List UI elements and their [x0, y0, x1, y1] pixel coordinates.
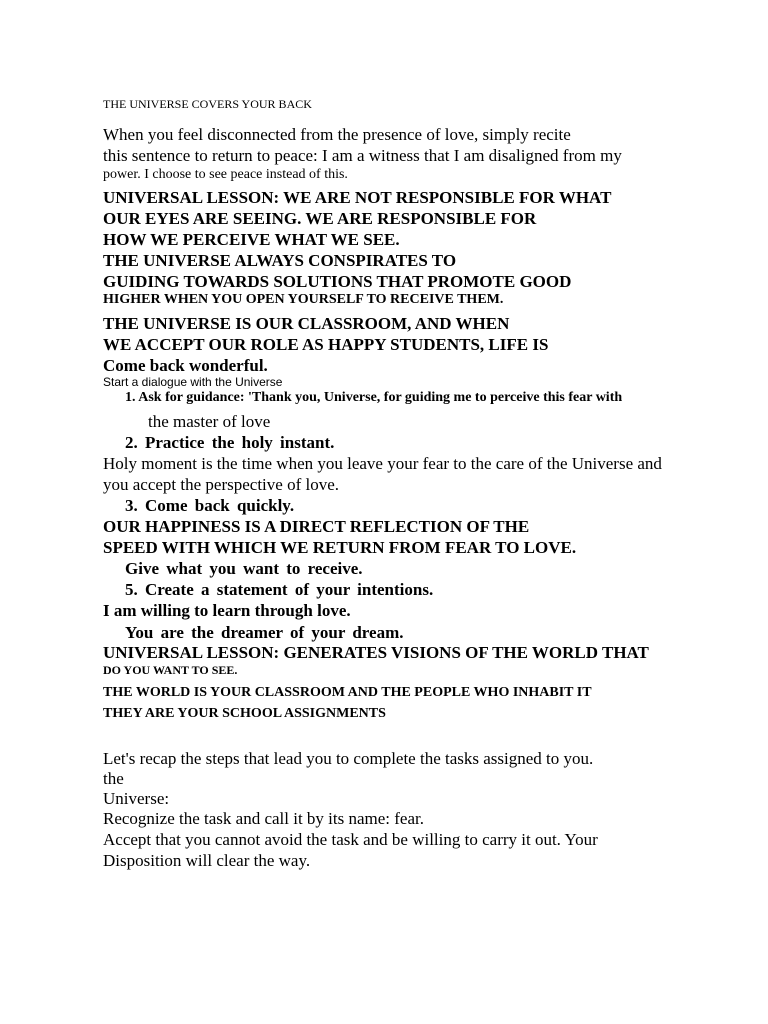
step-item: 3. Come back quickly. — [125, 496, 295, 515]
lesson-line: DO YOU WANT TO SEE. — [103, 663, 238, 677]
step-item: You are the dreamer of your dream. — [125, 623, 404, 642]
lesson-line: THE UNIVERSE ALWAYS CONSPIRATES TO — [103, 251, 457, 270]
paragraph-line: Disposition will clear the way. — [103, 851, 311, 870]
lesson-line: GUIDING TOWARDS SOLUTIONS THAT PROMOTE GOOD — [103, 272, 572, 291]
paragraph-line: you accept the perspective of love. — [103, 475, 340, 494]
step-item: Give what you want to receive. — [125, 559, 363, 578]
lesson-line: UNIVERSAL LESSON: WE ARE NOT RESPONSIBLE FOR WHAT — [103, 188, 612, 207]
lesson-line: SPEED WITH WHICH WE RETURN FROM FEAR TO LOVE. — [103, 538, 577, 557]
lesson-line: HIGHER WHEN YOU OPEN YOURSELF TO RECEIVE THEM. — [103, 292, 504, 307]
lesson-line: THE UNIVERSE IS OUR CLASSROOM, AND WHEN — [103, 314, 510, 333]
lesson-line: THEY ARE YOUR SCHOOL ASSIGNMENTS — [103, 706, 386, 721]
paragraph-line: Let's recap the steps that lead you to complete the tasks assigned to you. — [103, 749, 594, 768]
step-item: 1. Ask for guidance: 'Thank you, Universe, for guiding me to perceive this fear with — [125, 390, 623, 405]
paragraph-line: Accept that you cannot avoid the task and be willing to carry it out. Your — [103, 830, 598, 849]
paragraph-line: the — [103, 769, 124, 788]
step-item: 5. Create a statement of your intentions. — [125, 580, 434, 599]
lesson-line: Come back wonderful. — [103, 356, 268, 375]
lesson-line: THE WORLD IS YOUR CLASSROOM AND THE PEOPLE WHO INHABIT IT — [103, 685, 592, 700]
lesson-line: WE ACCEPT OUR ROLE AS HAPPY STUDENTS, LIFE IS — [103, 335, 549, 354]
dialogue-heading: Start a dialogue with the Universe — [103, 375, 283, 389]
lesson-line: HOW WE PERCEIVE WHAT WE SEE. — [103, 230, 400, 249]
lesson-line: I am willing to learn through love. — [103, 601, 351, 620]
paragraph-line: this sentence to return to peace: I am a witness that I am disaligned from my — [103, 146, 622, 165]
paragraph-line: Recognize the task and call it by its name: fear. — [103, 809, 424, 828]
lesson-line: OUR HAPPINESS IS A DIRECT REFLECTION OF THE — [103, 517, 530, 536]
step-item: 2. Practice the holy instant. — [125, 433, 335, 452]
lesson-line: UNIVERSAL LESSON: GENERATES VISIONS OF THE WORLD THAT — [103, 643, 649, 662]
step-item-continuation: the master of love — [148, 412, 271, 431]
lesson-line: OUR EYES ARE SEEING. WE ARE RESPONSIBLE FOR — [103, 209, 537, 228]
paragraph-line: When you feel disconnected from the presence of love, simply recite — [103, 125, 571, 144]
document-title: THE UNIVERSE COVERS YOUR BACK — [103, 97, 312, 111]
paragraph-line: Universe: — [103, 789, 170, 808]
paragraph-line: Holy moment is the time when you leave your fear to the care of the Universe and — [103, 454, 662, 473]
paragraph-line: power. I choose to see peace instead of this. — [103, 167, 348, 182]
